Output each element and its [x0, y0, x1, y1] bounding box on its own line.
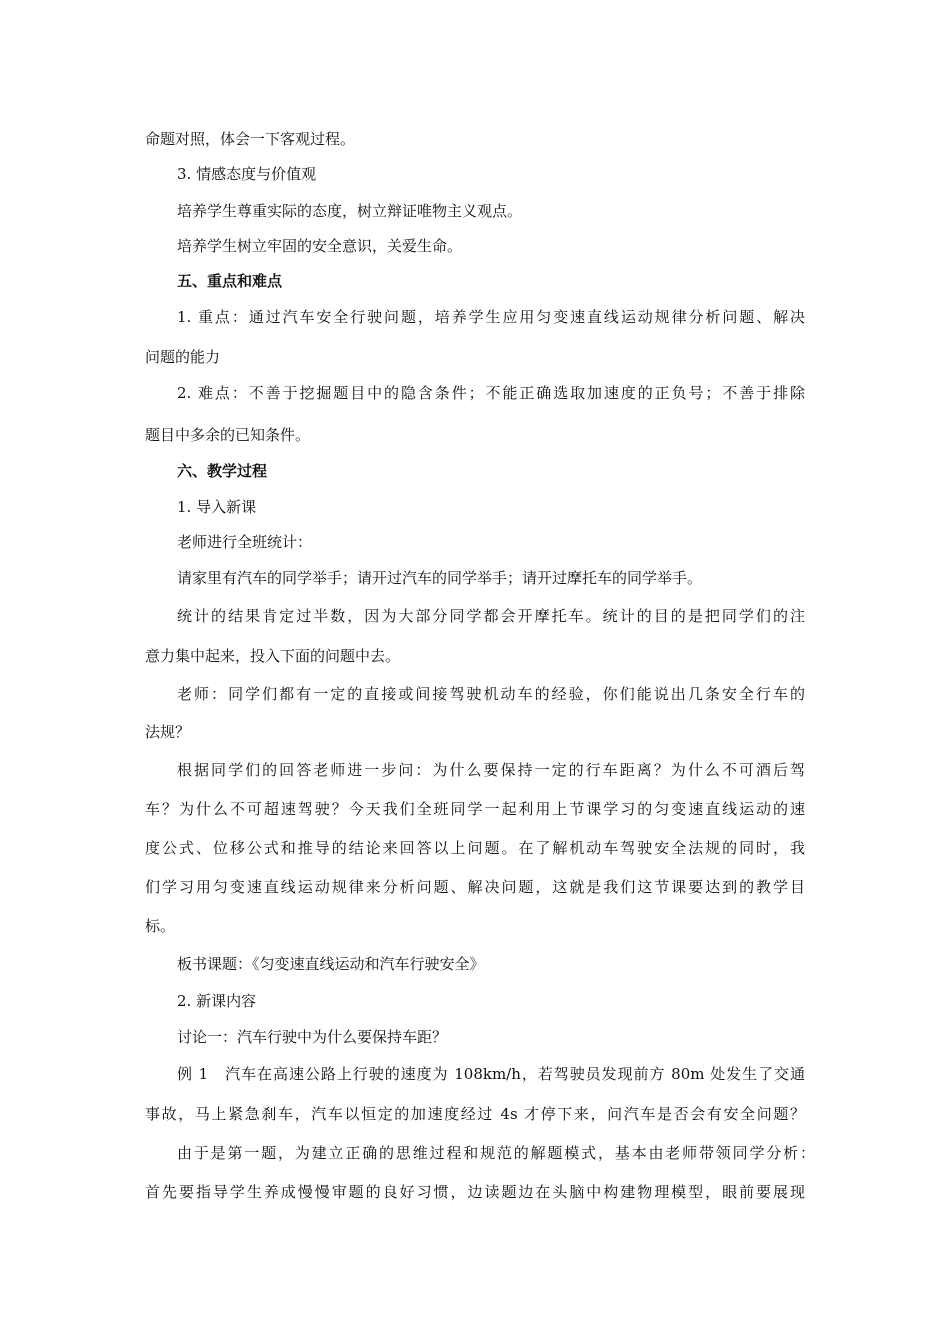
- text-line: 题目中多余的已知条件。: [145, 426, 311, 444]
- text-line: 2. 难点：不善于挖掘题目中的隐含条件；不能正确选取加速度的正负号；不善于排除: [177, 384, 805, 402]
- text-line: 们学习用匀变速直线运动规律来分析问题、解决问题，这就是我们这节课要达到的教学目: [145, 878, 805, 896]
- text-line: 命题对照，体会一下客观过程。: [145, 130, 356, 148]
- text-line: 度公式、位移公式和推导的结论来回答以上问题。在了解机动车驾驶安全法规的同时，我: [145, 839, 805, 857]
- text-line: 请家里有汽车的同学举手；请开过汽车的同学举手；请开过摩托车的同学举手。: [177, 569, 703, 587]
- text-line: 统计的结果肯定过半数，因为大部分同学都会开摩托车。统计的目的是把同学们的注: [177, 607, 805, 625]
- text-line: 事故，马上紧急刹车，汽车以恒定的加速度经过 4s 才停下来，问汽车是否会有安全问题？: [145, 1105, 805, 1123]
- section-item: 3. 情感态度与价值观: [177, 165, 317, 183]
- text-line: 法规？: [145, 723, 191, 741]
- text-line: 老师：同学们都有一定的直接或间接驾驶机动车的经验，你们能说出几条安全行车的: [177, 685, 805, 703]
- text-line: 老师进行全班统计：: [177, 533, 313, 551]
- text-line: 1. 重点：通过汽车安全行驶问题，培养学生应用匀变速直线运动规律分析问题、解决: [177, 308, 805, 326]
- section-heading: 六、教学过程: [177, 462, 268, 480]
- text-line: 根据同学们的回答老师进一步问：为什么要保持一定的行车距离？为什么不可酒后驾: [177, 761, 805, 779]
- text-line: 首先要指导学生养成慢慢审题的良好习惯，边读题边在头脑中构建物理模型，眼前要展现: [145, 1183, 805, 1201]
- text-line: 车？为什么不可超速驾驶？今天我们全班同学一起利用上节课学习的匀变速直线运动的速: [145, 800, 805, 818]
- text-line: 意力集中起来，投入下面的问题中去。: [145, 647, 401, 665]
- text-line: 问题的能力: [145, 348, 221, 366]
- section-item: 1. 导入新课: [177, 498, 257, 516]
- text-line: 讨论一：汽车行驶中为什么要保持车距？: [177, 1028, 448, 1046]
- text-line: 标。: [145, 917, 176, 935]
- text-line: 培养学生树立牢固的安全意识，关爱生命。: [177, 237, 463, 255]
- text-line: 例 1 汽车在高速公路上行驶的速度为 108km/h，若驾驶员发现前方 80m 处发生了交通: [177, 1065, 805, 1083]
- text-line: 板书课题：《匀变速直线运动和汽车行驶安全》: [177, 955, 485, 973]
- text-line: 由于是第一题，为建立正确的思维过程和规范的解题模式，基本由老师带领同学分析：: [177, 1144, 815, 1162]
- text-line: 培养学生尊重实际的态度，树立辩证唯物主义观点。: [177, 202, 523, 220]
- section-item: 2. 新课内容: [177, 992, 257, 1010]
- section-heading: 五、重点和难点: [177, 272, 283, 290]
